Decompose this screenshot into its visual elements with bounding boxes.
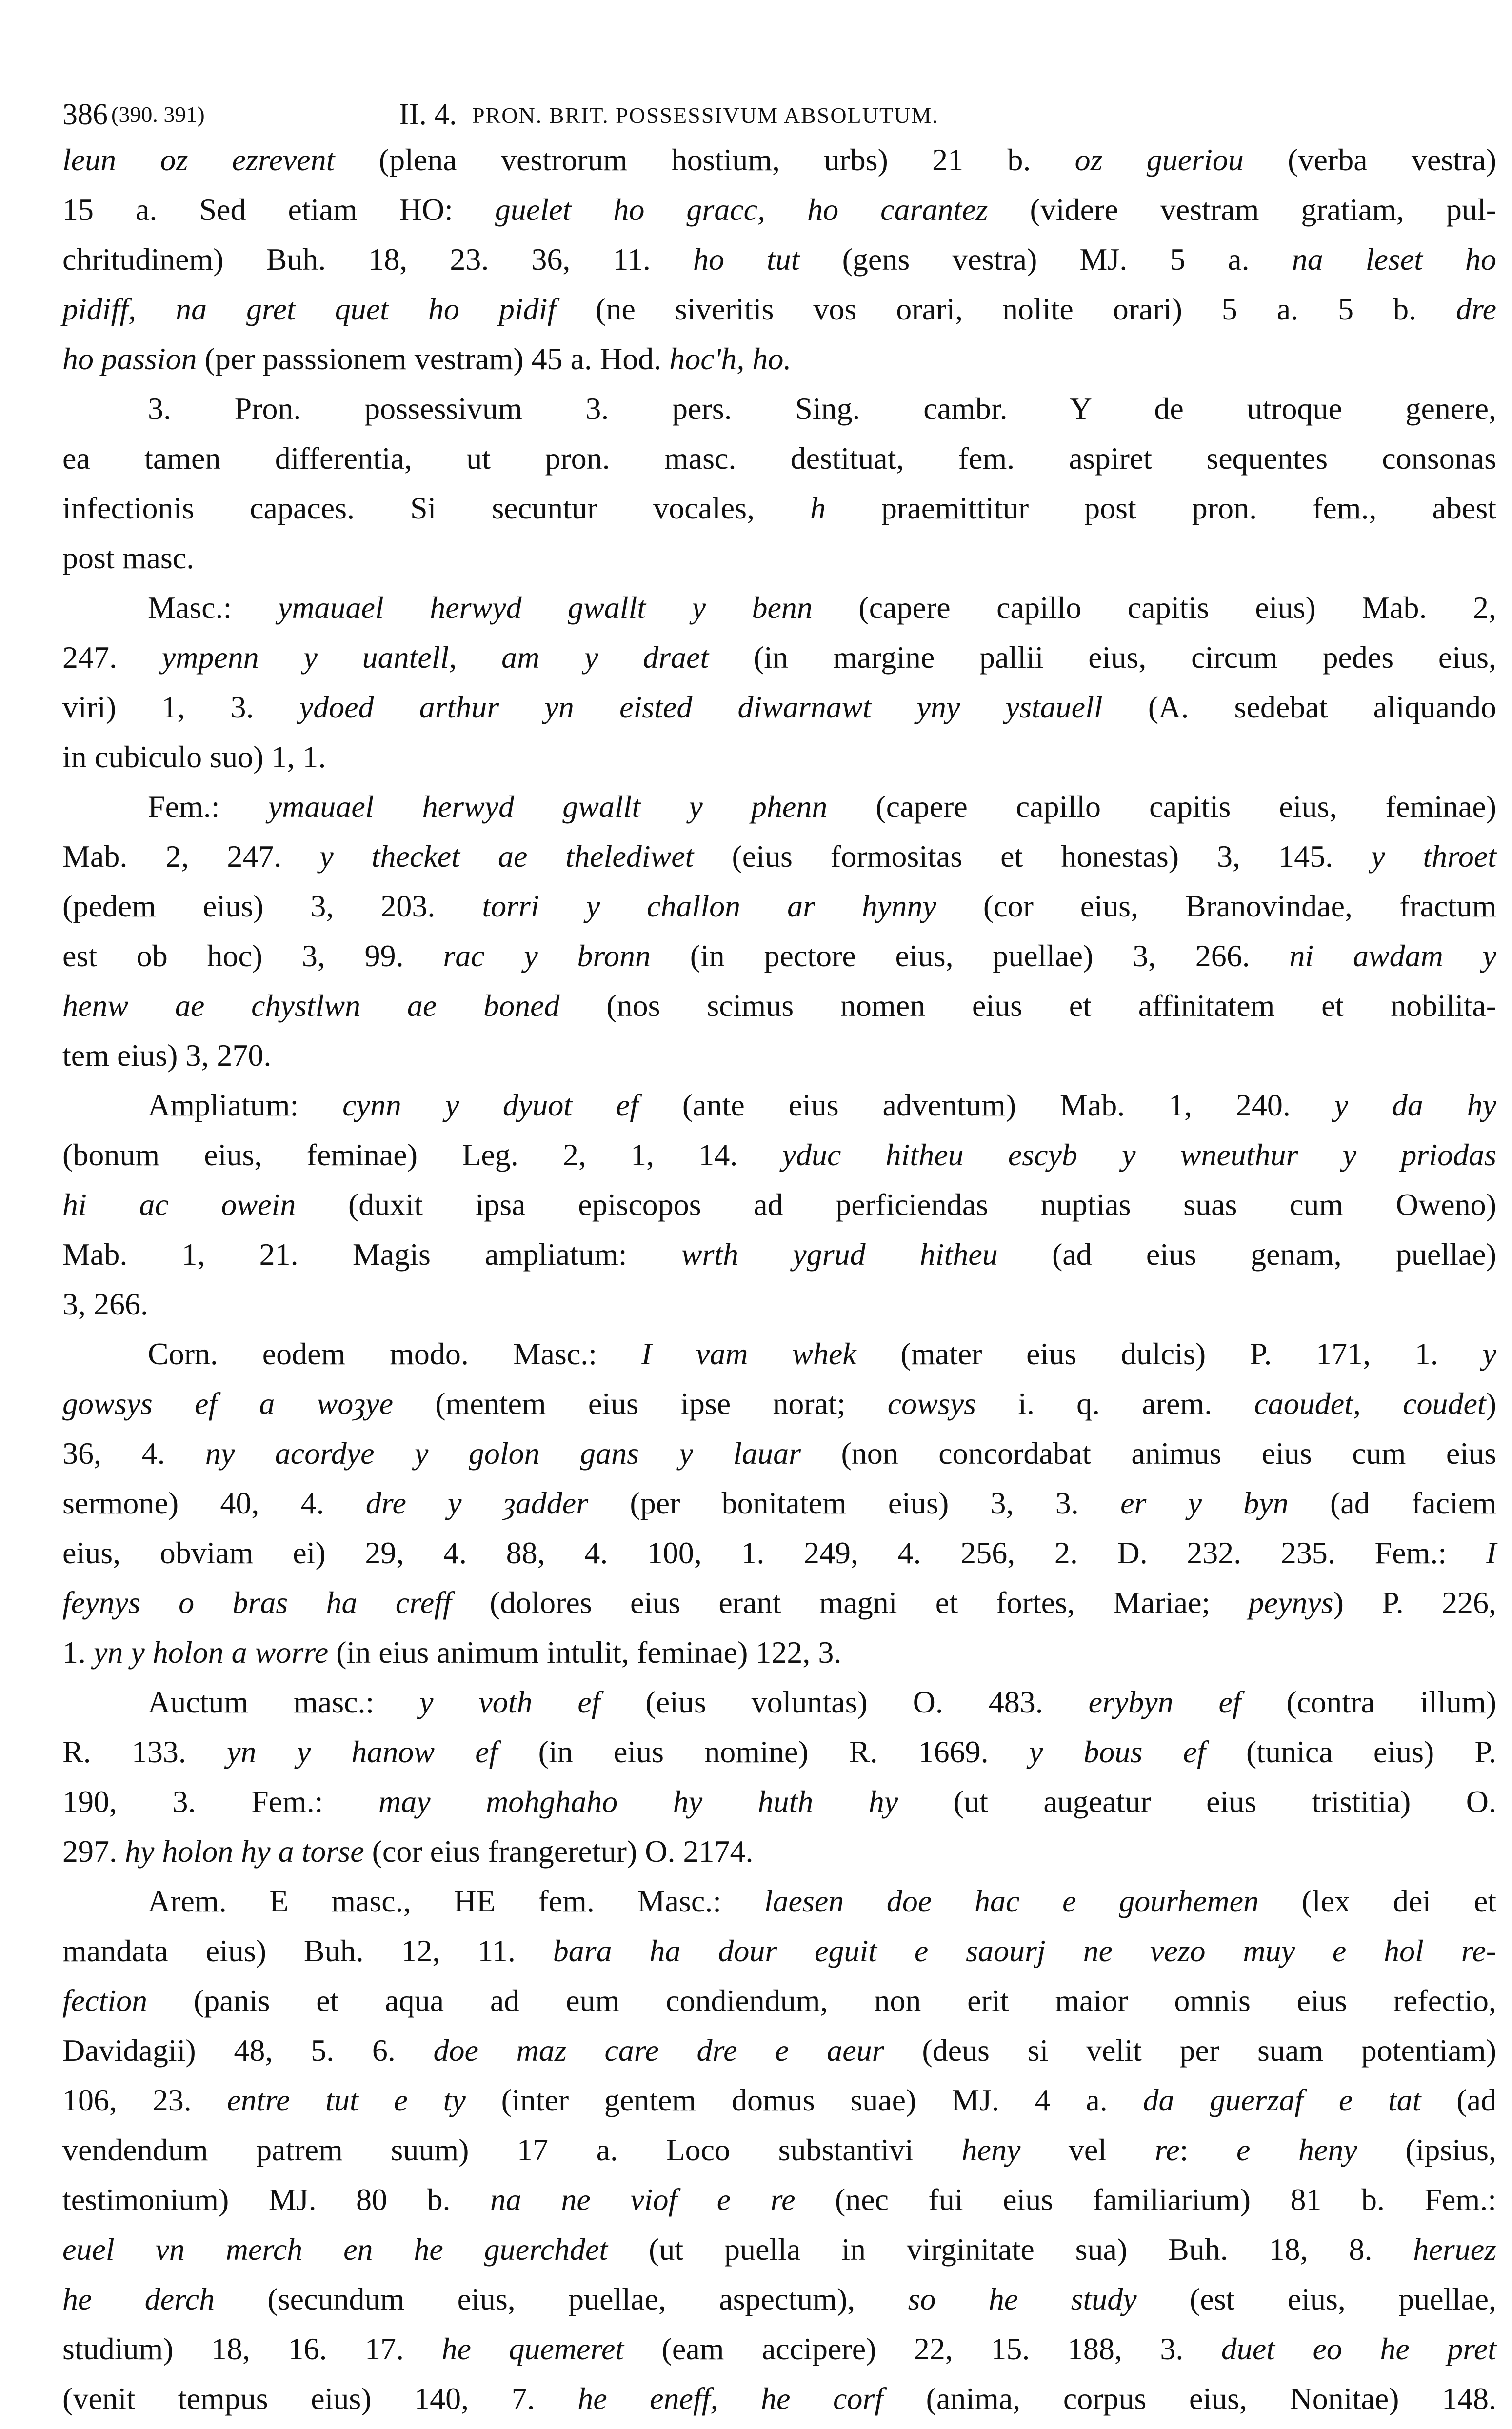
celtic-quotation: I [1486,1535,1496,1570]
text-line [62,2274,1496,2324]
text-line [62,135,1496,185]
latin-text: (gens vestra) MJ. 5 a. [799,242,1292,277]
celtic-quotation: so he study [908,2282,1137,2316]
latin-text: (non concordabat animus eius cum eius [801,1436,1497,1471]
text-line [62,1926,1496,1976]
celtic-quotation: he derch [62,2282,215,2316]
latin-text: 3, 266. [62,1287,148,1321]
text-line [62,732,1496,782]
celtic-quotation: ymauael herwyd gwallt y benn [278,590,813,625]
text-line [62,832,1496,881]
celtic-quotation: ympenn y uantell, am y draet [161,640,709,675]
latin-text: R. 133. [62,1734,227,1769]
celtic-quotation: bara ha dour eguit e saourj ne vezo muy e hol re- [553,1933,1497,1968]
latin-text: 1. [62,1635,94,1670]
latin-text: (eius formositas et honestas) 3, 145. [694,839,1372,874]
celtic-quotation: gowsys ef a woȝye [62,1386,394,1421]
section-number: II. 4. [399,98,457,131]
text-line [62,682,1496,732]
latin-text: (in eius animum intulit, feminae) 122, 3. [328,1635,842,1670]
text-line [62,1677,1496,1727]
celtic-quotation: da guerzaf e tat [1143,2083,1421,2117]
celtic-quotation: caoudet, coudet [1254,1386,1486,1421]
latin-text: : [1179,2132,1236,2167]
running-header [62,98,1496,137]
latin-text: (ante eius adventum) Mab. 1, 240. [638,1088,1334,1122]
text-line [62,2175,1496,2225]
text-line [62,2374,1496,2424]
latin-text: (lex dei et [1259,1884,1497,1918]
text-line [62,583,1496,633]
latin-text: Mab. 2, 247. [62,839,320,874]
celtic-quotation: erybyn ef [1088,1685,1241,1719]
celtic-quotation: y bous ef [1029,1734,1206,1769]
latin-text: ) P. 226, [1333,1585,1497,1620]
celtic-quotation: hi ac owein [62,1187,296,1222]
latin-text: (cor eius, Branovindae, fractum [936,889,1496,923]
celtic-quotation: cowsys [887,1386,976,1421]
celtic-quotation: rac y bronn [443,938,651,973]
text-line [62,1578,1496,1628]
latin-text: ) [1486,1386,1497,1421]
text-line [62,2324,1496,2374]
latin-text: (venit tempus eius) 140, 7. [62,2381,578,2416]
celtic-quotation: oz gueriou [1074,142,1244,177]
celtic-quotation: wrth ygrud hitheu [681,1237,998,1272]
celtic-quotation: entre tut e ty [227,2083,466,2117]
latin-text: (capere capillo capitis eius) Mab. 2, [812,590,1497,625]
latin-text: Arem. E masc., HE fem. Masc.: [148,1884,764,1918]
text-line [62,1279,1496,1329]
celtic-quotation: e heny [1236,2132,1357,2167]
text-line [62,185,1496,235]
celtic-quotation: may mohghaho hy huth hy [378,1784,898,1819]
latin-text: 106, 23. [62,2083,227,2117]
text-line [62,384,1496,434]
latin-text: (est eius, puellae, [1136,2282,1497,2316]
text-line [62,1080,1496,1130]
latin-text: testimonium) MJ. 80 b. [62,2182,490,2217]
celtic-quotation: er y byn [1120,1486,1289,1520]
latin-text: (mater eius dulcis) P. 171, 1. [856,1336,1483,1371]
celtic-quotation: re [1154,2132,1180,2167]
latin-text: (verba vestra) [1243,142,1497,177]
celtic-quotation: heruez [1413,2232,1496,2267]
latin-text: (anima, corpus eius, Nonitae) 148. [883,2381,1497,2416]
latin-text: Mab. 1, 21. Magis ampliatum: [62,1237,681,1272]
latin-text: 297. [62,1834,125,1869]
latin-text: (ne siveritis vos orari, nolite orari) 5 a. 5 b. [556,292,1456,326]
latin-text: vendendum patrem suum) 17 a. Loco substantivi [62,2132,962,2167]
text-line [62,1429,1496,1478]
text-line [62,782,1496,832]
celtic-quotation: henw ae chystlwn ae boned [62,988,560,1023]
original-page-numbers: (390. 391) [111,102,205,127]
celtic-quotation: y da hy [1334,1088,1497,1122]
text-line [62,2075,1496,2125]
latin-text: viri) 1, 3. [62,690,299,724]
latin-text: (ad faciem [1288,1486,1497,1520]
latin-text: (ad [1421,2083,1497,2117]
latin-text: studium) 18, 16. 17. [62,2331,442,2366]
latin-text: Davidagii) 48, 5. 6. [62,2033,434,2068]
celtic-quotation: laesen doe hac e gourhemen [764,1884,1259,1918]
latin-text: (dolores eius erant magni et fortes, Mariae; [451,1585,1249,1620]
celtic-quotation: y thecket ae thelediwet [319,839,694,874]
celtic-quotation: I vam whek [641,1336,856,1371]
latin-text: 3. Pron. possessivum 3. pers. Sing. cambr. Y de utroque genere, [148,391,1496,426]
latin-text: (nec fui eius familiarium) 81 b. Fem.: [795,2182,1497,2217]
latin-text: (contra illum) [1241,1685,1497,1719]
latin-text: (ut puella in virginitate sua) Buh. 18, 8. [608,2232,1413,2267]
celtic-quotation: yn y hanow ef [227,1734,498,1769]
latin-text: (eam accipere) 22, 15. 188, 3. [624,2331,1221,2366]
celtic-quotation: dre [1456,292,1497,326]
text-line [62,2225,1496,2274]
latin-text: (per bonitatem eius) 3, 3. [588,1486,1121,1520]
latin-text: (ut augeatur eius tristitia) O. [898,1784,1497,1819]
latin-text: 190, 3. Fem.: [62,1784,378,1819]
latin-text: (cor eius frangeretur) O. 2174. [364,1834,754,1869]
text-line [62,1379,1496,1429]
text-line [62,931,1496,981]
celtic-quotation: hy holon hy a torse [125,1834,364,1869]
celtic-quotation: yduc hitheu escyb y wneuthur y priodas [782,1137,1497,1172]
latin-text: (bonum eius, feminae) Leg. 2, 1, 14. [62,1137,782,1172]
text-line [62,881,1496,931]
celtic-quotation: ydoed arthur yn eisted diwarnawt yny ystauell [299,690,1103,724]
text-line [62,1876,1496,1926]
latin-text: (inter gentem domus suae) MJ. 4 a. [465,2083,1143,2117]
text-line [62,483,1496,533]
latin-text: sermone) 40, 4. [62,1486,366,1520]
latin-text: infectionis capaces. Si secuntur vocales, [62,491,811,525]
text-line [62,334,1496,384]
celtic-quotation: ny acordye y golon gans y lauar [205,1436,801,1471]
latin-text: (plena vestrorum hostium, urbs) 21 b. [335,142,1075,177]
celtic-quotation: ymauael herwyd gwallt y phenn [268,789,828,824]
celtic-quotation: guelet ho gracc, ho carantez [495,192,988,227]
celtic-quotation: y [1482,1336,1497,1371]
latin-text: vel [1020,2132,1155,2167]
text-line [62,2125,1496,2175]
celtic-quotation: peynys [1248,1585,1333,1620]
latin-text: eius, obviam ei) 29, 4. 88, 4. 100, 1. 249, 4. 256, 2. D. 232. 235. Fem.: [62,1535,1486,1570]
latin-text: i. q. arem. [976,1386,1254,1421]
body-text [62,135,1496,2424]
latin-text: (tunica eius) P. [1205,1734,1497,1769]
latin-text: chritudinem) Buh. 18, 23. 36, 11. [62,242,693,277]
latin-text: in cubiculo suo) 1, 1. [62,739,326,774]
latin-text: (eius voluntas) O. 483. [600,1685,1089,1719]
text-line [62,235,1496,284]
celtic-quotation: torri y challon ar hynny [482,889,936,923]
latin-text: (per passsionem vestram) 45 a. Hod. [197,341,670,376]
celtic-quotation: y voth ef [419,1685,600,1719]
latin-text: mandata eius) Buh. 12, 11. [62,1933,553,1968]
latin-text: (ad eius genam, puellae) [997,1237,1497,1272]
latin-text: (mentem eius ipse norat; [393,1386,888,1421]
latin-text: (deus si velit per suam potentiam) [884,2033,1497,2068]
celtic-quotation: yn y holon a worre [94,1635,329,1670]
latin-text: (in eius nomine) R. 1669. [497,1734,1029,1769]
latin-text: Fem.: [148,789,268,824]
latin-text: (in margine pallii eius, circum pedes eius, [709,640,1496,675]
text-line [62,1777,1496,1827]
text-line [62,1180,1496,1230]
running-title: PRON. BRIT. POSSESSIVUM ABSOLUTUM. [472,103,939,128]
text-line [62,1976,1496,2026]
celtic-quotation: na leset ho [1292,242,1497,277]
latin-text: Masc.: [148,590,278,625]
celtic-quotation: leun oz ezrevent [62,142,335,177]
latin-text: Auctum masc.: [148,1685,420,1719]
latin-text: (videre vestram gratiam, pul- [988,192,1497,227]
latin-text: 15 a. Sed etiam HO: [62,192,495,227]
text-line [62,434,1496,483]
page-number: 386 [62,98,108,131]
celtic-quotation: fection [62,1983,148,2018]
celtic-quotation: he eneff, he corf [577,2381,884,2416]
text-line [62,1478,1496,1528]
text-line [62,1827,1496,1876]
latin-text: (ipsius, [1357,2132,1497,2167]
celtic-quotation: doe maz care dre e aeur [433,2033,884,2068]
celtic-quotation: hoc'h, ho. [669,341,792,376]
text-line [62,533,1496,583]
latin-text: (duxit ipsa episcopos ad perficiendas nuptias suas cum Oweno) [296,1187,1497,1222]
celtic-quotation: h [810,491,826,525]
latin-text: (capere capillo capitis eius, feminae) [827,789,1496,824]
latin-text: (pedem eius) 3, 203. [62,889,482,923]
text-line [62,1230,1496,1279]
latin-text: Ampliatum: [148,1088,343,1122]
celtic-quotation: pidiff, na gret quet ho pidif [62,292,557,326]
celtic-quotation: ho tut [693,242,800,277]
latin-text: (panis et aqua ad eum condiendum, non erit maior omnis eius refectio, [147,1983,1496,2018]
latin-text: (in pectore eius, puellae) 3, 266. [650,938,1290,973]
latin-text: 36, 4. [62,1436,205,1471]
celtic-quotation: duet eo he pret [1221,2331,1497,2366]
latin-text: 247. [62,640,162,675]
latin-text: praemittitur post pron. fem., abest [826,491,1496,525]
latin-text: est ob hoc) 3, 99. [62,938,443,973]
celtic-quotation: ho passion [62,341,197,376]
celtic-quotation: feynys o bras ha creff [62,1585,452,1620]
latin-text: (A. sedebat aliquando [1102,690,1497,724]
text-line [62,633,1496,682]
latin-text: (nos scimus nomen eius et affinitatem et nobilita- [559,988,1497,1023]
text-line [62,1130,1496,1180]
celtic-quotation: cynn y dyuot ef [342,1088,639,1122]
celtic-quotation: heny [961,2132,1021,2167]
text-line [62,981,1496,1031]
text-line [62,1031,1496,1080]
text-line [62,2026,1496,2075]
celtic-quotation: he quemeret [441,2331,624,2366]
latin-text: tem eius) 3, 270. [62,1038,272,1073]
latin-text: ea tamen differentia, ut pron. masc. destituat, fem. aspiret sequentes consonas [62,441,1496,476]
celtic-quotation: y throet [1371,839,1497,874]
latin-text: Corn. eodem modo. Masc.: [148,1336,641,1371]
latin-text: post masc. [62,540,195,575]
text-line [62,1727,1496,1777]
text-line [62,1329,1496,1379]
celtic-quotation: euel vn merch en he guerchdet [62,2232,608,2267]
text-line [62,1528,1496,1578]
celtic-quotation: na ne viof e re [490,2182,796,2217]
latin-text: (secundum eius, puellae, aspectum), [215,2282,908,2316]
celtic-quotation: ni awdam y [1289,938,1496,973]
text-line [62,284,1496,334]
celtic-quotation: dre y ȝadder [365,1486,589,1520]
text-line [62,1628,1496,1677]
